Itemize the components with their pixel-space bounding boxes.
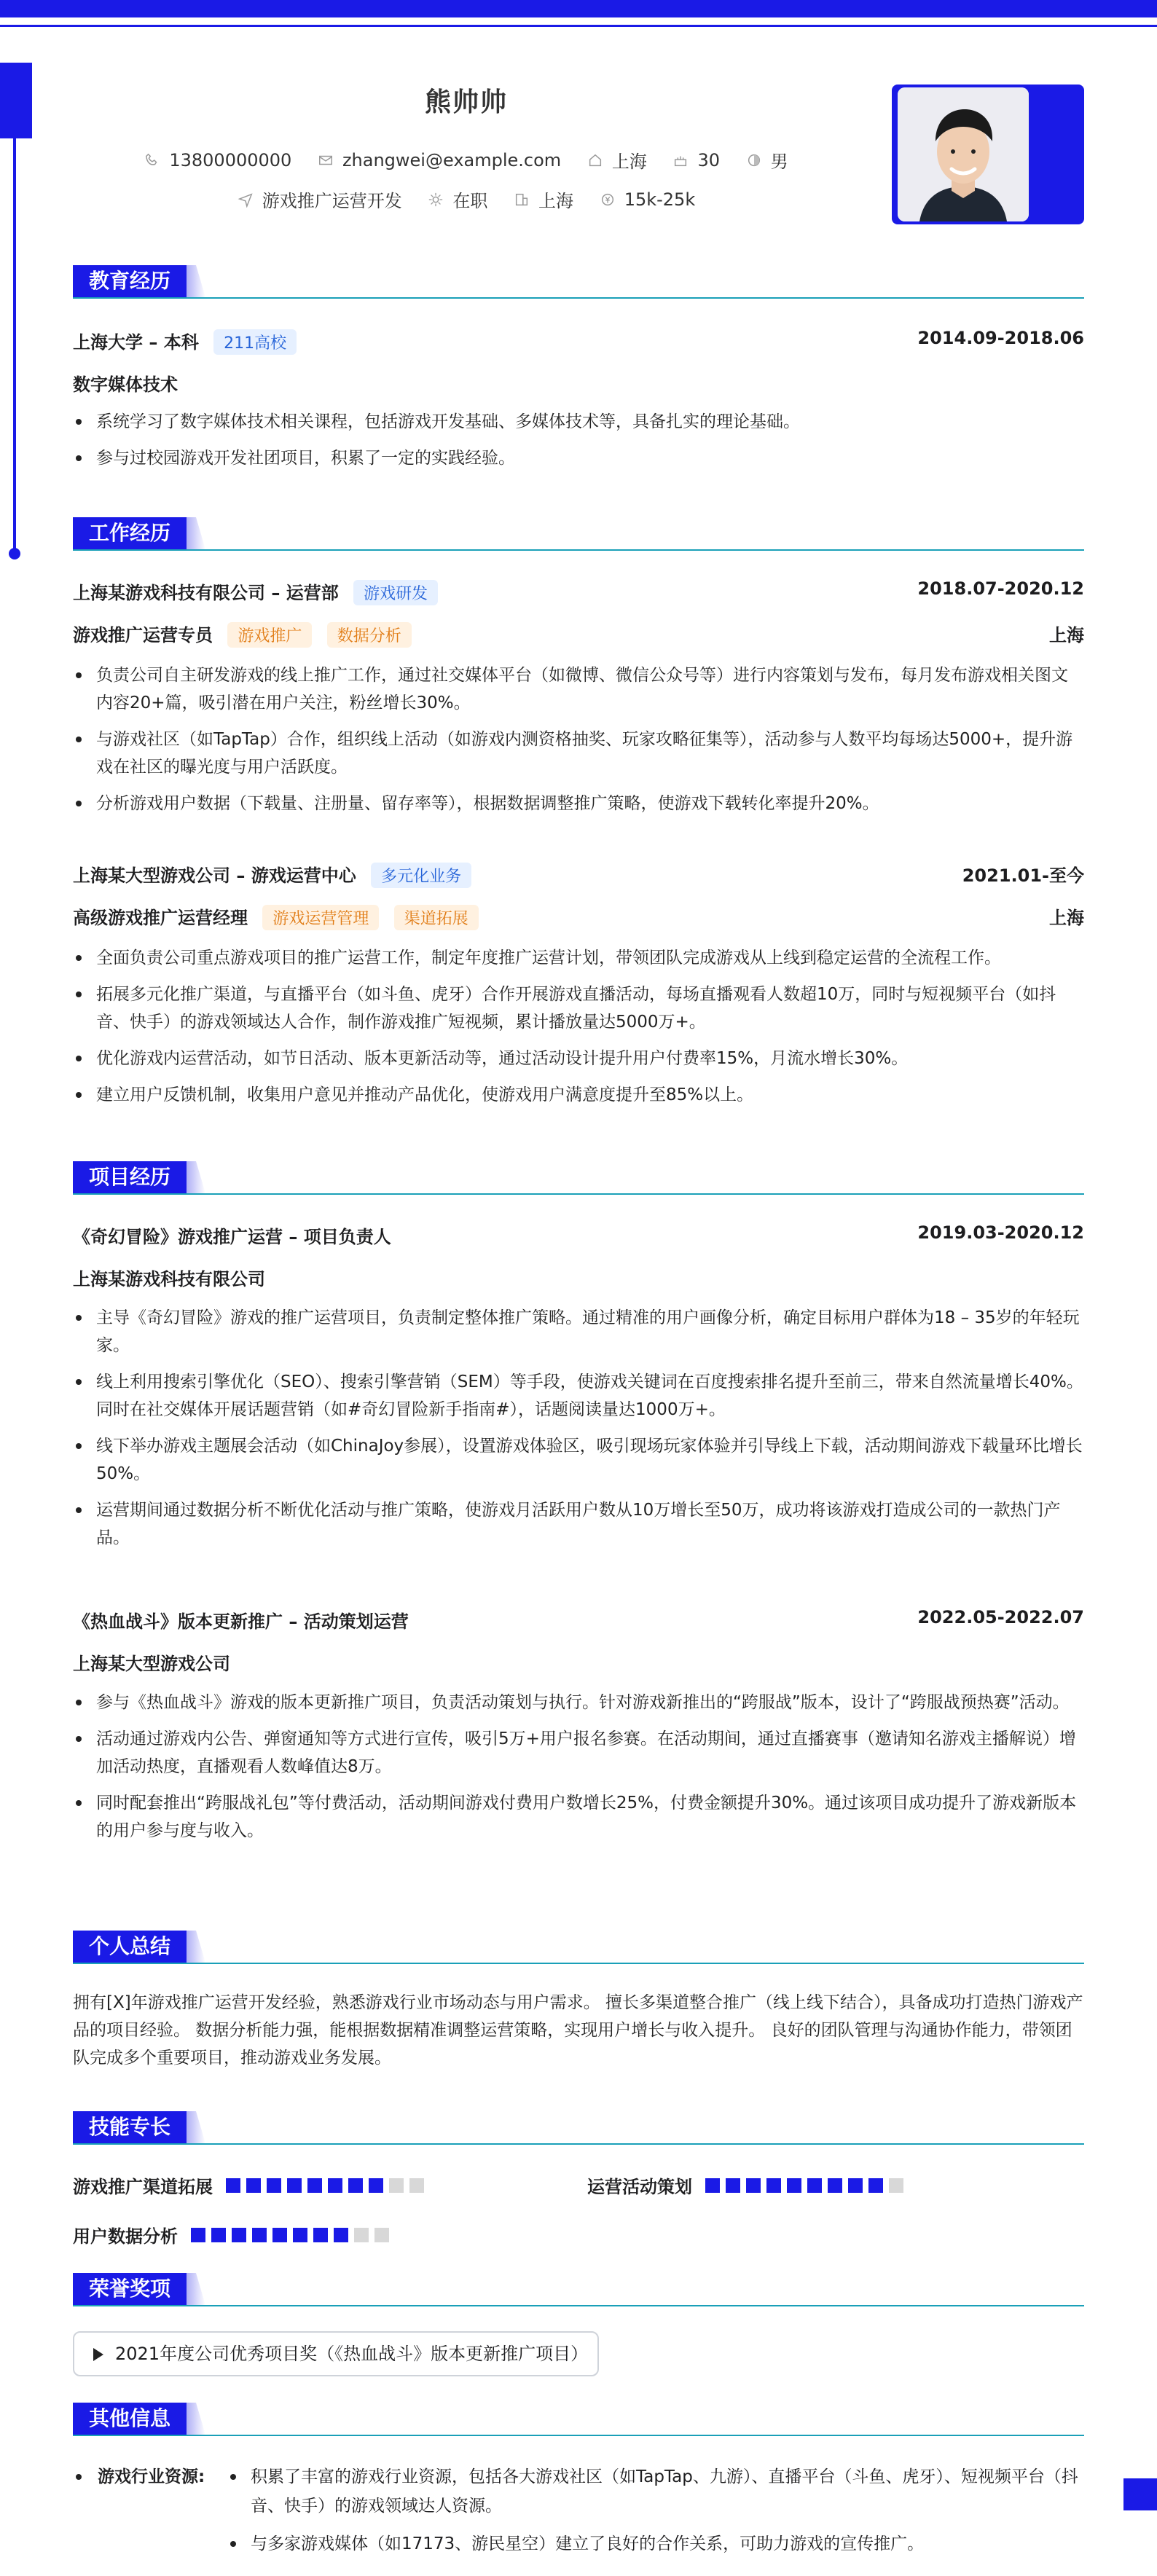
project-org: 上海某游戏科技有限公司 [73,1269,265,1289]
work-1-bullets [73,661,1084,826]
section-education [73,265,1084,297]
work-2-header [73,861,1084,888]
skill-block [828,2178,842,2193]
skill-block [807,2178,822,2193]
salary [600,189,696,210]
role-tag: 渠道拓展 [394,905,479,930]
skill-block [354,2228,369,2242]
work-city: 上海 [1049,908,1084,928]
contact-email [318,150,561,170]
list-item: 线上利用搜索引擎优化（SEO）、搜索引擎营销（SEM）等手段，使游戏关键词在百度搜索排名提升至前三，带来自然流量增长40%。同时在社交媒体开展话题营销（如#奇幻冒险新手指南#），话题阅读量达1000万+。 [73,1368,1084,1424]
work-2-bullets [73,944,1084,1118]
section-rule [73,2435,1084,2436]
skill-level-meter [705,2178,909,2193]
school-badge: 211高校 [213,329,297,355]
avatar-illustration [898,87,1029,221]
skill-level-meter [226,2178,430,2193]
job-status [428,186,487,212]
list-item: 系统学习了数字媒体技术相关课程，包括游戏开发基础、多媒体技术等，具备扎实的理论基础。 [73,408,1084,436]
section-other [73,2403,1084,2435]
target-role-text: 游戏推广运营开发 [262,191,402,211]
skill-block [252,2228,267,2242]
skill-block [746,2178,761,2193]
section-summary [73,1931,1084,1963]
section-title: 荣誉奖项 [73,2273,187,2305]
role-tag: 游戏运营管理 [262,905,379,930]
section-honors [73,2273,1084,2305]
contact-row-2 [0,186,933,212]
section-title: 工作经历 [73,517,187,549]
gender-icon [746,152,762,168]
skill-block [787,2178,801,2193]
section-title: 技能专长 [73,2111,187,2143]
section-rule [73,549,1084,551]
send-icon [238,192,254,208]
contact-age [672,150,720,170]
skill-block [293,2228,307,2242]
work-city: 上海 [1049,625,1084,645]
school: 上海大学 – 本科 [73,332,199,353]
building-icon [514,192,530,208]
target-city [514,186,573,212]
list-item: 参与过校园游戏开发社团项目，积累了一定的实践经验。 [73,444,1084,472]
candidate-name: 熊帅帅 [424,87,508,117]
project-2-bullets [73,1689,1084,1853]
list-item: 分析游戏用户数据（下载量、注册量、留存率等），根据数据调整推广策略，使游戏下载转化率提升20%。 [73,790,1084,817]
skill-name: 用户数据分析 [73,2226,178,2247]
list-item: 积累了丰富的游戏行业资源，包括各大游戏社区（如TapTap、九游）、直播平台（斗鱼、虎牙）、短视频平台（抖音、快手）的游戏领域达人资源。 [227,2462,1084,2521]
phone-icon [144,152,160,168]
work-1-role [73,621,1084,648]
list-item: 参与《热血战斗》游戏的版本更新推广项目，负责活动策划与执行。针对游戏新推出的“跨服战”版本，设计了“跨服战预热赛”活动。 [73,1689,1084,1716]
age-icon [672,152,689,168]
skill-item [587,2172,909,2198]
target-city-text: 上海 [538,191,574,211]
top-accent-line [0,25,1157,27]
skill-block [389,2178,404,2193]
skill-block [705,2178,720,2193]
section-rule [73,2305,1084,2306]
age-text: 30 [697,149,720,170]
company-badge: 多元化业务 [371,863,471,888]
contact-city [587,147,647,173]
list-item: 拓展多元化推广渠道，与直播平台（如斗鱼、虎牙）合作开展游戏直播活动，每场直播观看人数超10万，同时与短视频平台（如抖音、快手）的游戏领域达人合作，制作游戏推广短视频，累计播放量达5000万+。 [73,981,1084,1036]
education-header [73,328,1084,355]
status-icon [428,192,444,208]
education-bullets [73,408,1084,481]
project-date: 2019.03-2020.12 [917,1222,1084,1243]
award-item[interactable] [73,2331,599,2376]
skill-block [272,2228,287,2242]
work-1-header [73,578,1084,605]
section-rule [73,2143,1084,2145]
section-projects [73,1161,1084,1193]
list-item: 同时配套推出“跨服战礼包”等付费活动，活动期间游戏付费用户数增长25%，付费金额提升30%。通过该项目成功提升了游戏新版本的用户参与度与收入。 [73,1789,1084,1845]
skill-block [889,2178,903,2193]
other-label: 游戏行业资源: [98,2467,205,2486]
skill-item [73,2172,430,2198]
phone-text: 13800000000 [169,149,292,170]
skill-block [211,2228,226,2242]
skill-block [267,2178,281,2193]
project-2-header [73,1607,1084,1633]
role: 高级游戏推广运营经理 [73,908,248,928]
skill-block [766,2178,781,2193]
summary-text: 拥有[X]年游戏推广运营开发经验，熟悉游戏行业市场动态与用户需求。 擅长多渠道整合推广（线上线下结合），具备成功打造热门游戏产品的项目经验。 数据分析能力强，能根据数据精准调整运营策略，实现用户增长与收入提升。 良好的团队管理与沟通协作能力，带领团队完成多个重要项目，推动游戏业务发展。 [73,1993,1083,2068]
skill-block [246,2178,261,2193]
project-1-header [73,1222,1084,1248]
section-title: 教育经历 [73,265,187,297]
skill-block [374,2228,389,2242]
skill-block [848,2178,863,2193]
skill-block [226,2178,240,2193]
list-item: 优化游戏内运营活动，如节日活动、版本更新活动等，通过活动设计提升用户付费率15%，月流水增长30%。 [73,1045,1084,1072]
skill-block [334,2228,348,2242]
salary-text: 15k-25k [624,189,696,210]
caret-right-icon [93,2348,103,2361]
salary-icon [600,192,616,208]
award-text: 2021年度公司优秀项目奖（《热血战斗》版本更新推广项目） [115,2344,589,2364]
list-item: 运营期间通过数据分析不断优化活动与推广策略，使游戏月活跃用户数从10万增长至50万，成功将该游戏打造成公司的一款热门产品。 [73,1496,1084,1552]
major: 数字媒体技术 [73,374,178,395]
skill-block [348,2178,363,2193]
project-org: 上海某大型游戏公司 [73,1654,230,1674]
work-date: 2018.07-2020.12 [917,578,1084,599]
target-role [238,186,402,212]
mail-icon [318,152,334,168]
email-text: zhangwei@example.com [342,149,562,170]
role-tag: 游戏推广 [227,622,312,648]
skill-block [287,2178,302,2193]
list-item: 负责公司自主研发游戏的线上推广工作，通过社交媒体平台（如微博、微信公众号等）进行内容策划与发布，每月发布游戏相关图文内容20+篇，吸引潜在用户关注，粉丝增长30%。 [73,661,1084,717]
education-date: 2014.09-2018.06 [917,328,1084,348]
role-tag: 数据分析 [327,622,412,648]
section-rule [73,1193,1084,1195]
project-date: 2022.05-2022.07 [917,1607,1084,1627]
skill-block [307,2178,322,2193]
skill-block [232,2228,246,2242]
skill-block [191,2228,205,2242]
work-date: 2021.01-至今 [962,865,1084,886]
role: 游戏推广运营专员 [73,625,213,645]
section-title: 其他信息 [73,2403,187,2435]
avatar [898,87,1029,221]
project-1-bullets [73,1304,1084,1560]
list-item: 全面负责公司重点游戏项目的推广运营工作，制定年度推广运营计划，带领团队完成游戏从上线到稳定运营的全流程工作。 [73,944,1084,972]
work-2-role [73,903,1084,930]
section-title: 项目经历 [73,1161,187,1193]
skill-block [726,2178,740,2193]
home-icon [587,152,603,168]
section-title: 个人总结 [73,1931,187,1963]
skill-block [313,2228,328,2242]
project-title: 《热血战斗》版本更新推广 – 活动策划运营 [73,1611,409,1632]
list-item: 主导《奇幻冒险》游戏的推广运营项目，负责制定整体推广策略。通过精准的用户画像分析，确定目标用户群体为18 – 35岁的年轻玩家。 [73,1304,1084,1359]
contact-phone [144,150,291,170]
list-item: 线下举办游戏主题展会活动（如ChinaJoy参展），设置游戏体验区，吸引现场玩家体验并引导线上下载，活动期间游戏下载量环比增长50%。 [73,1432,1084,1488]
job-status-text: 在职 [452,191,488,211]
contact-row-1 [0,147,933,173]
list-item: 与多家游戏媒体（如17173、游民星空）建立了良好的合作关系，可助力游戏的宣传推广。 [227,2529,1084,2559]
left-accent-dot [9,548,20,559]
gender-text: 男 [770,152,788,172]
skill-item [73,2222,395,2247]
skill-block [868,2178,883,2193]
project-title: 《奇幻冒险》游戏推广运营 – 项目负责人 [73,1227,391,1247]
company: 上海某游戏科技有限公司 – 运营部 [73,583,339,603]
company-badge: 游戏研发 [353,580,438,605]
section-work [73,517,1084,549]
company: 上海某大型游戏公司 – 游戏运营中心 [73,865,356,886]
city-text: 上海 [611,152,647,172]
other-list [227,2462,1084,2567]
bullet-dot [76,2474,82,2480]
skill-name: 游戏推广渠道拓展 [73,2177,213,2197]
contact-gender [746,147,788,173]
skill-block [369,2178,383,2193]
section-rule [73,297,1084,299]
skill-name: 运营活动策划 [587,2177,692,2197]
skill-block [409,2178,424,2193]
list-item: 建立用户反馈机制，收集用户意见并推动产品优化，使游戏用户满意度提升至85%以上。 [73,1081,1084,1109]
skill-level-meter [191,2228,395,2242]
bottom-right-accent [1123,2478,1157,2510]
top-accent-bar [0,0,1157,17]
section-rule [73,1963,1084,1964]
list-item: 活动通过游戏内公告、弹窗通知等方式进行宣传，吸引5万+用户报名参赛。在活动期间，通过直播赛事（邀请知名游戏主播解说）增加活动热度，直播观看人数峰值达8万。 [73,1725,1084,1780]
skill-block [328,2178,342,2193]
list-item: 与游戏社区（如TapTap）合作，组织线上活动（如游戏内测资格抽奖、玩家攻略征集等），活动参与人数平均每场达5000+，提升游戏在社区的曝光度与用户活跃度。 [73,726,1084,781]
section-skills [73,2111,1084,2143]
